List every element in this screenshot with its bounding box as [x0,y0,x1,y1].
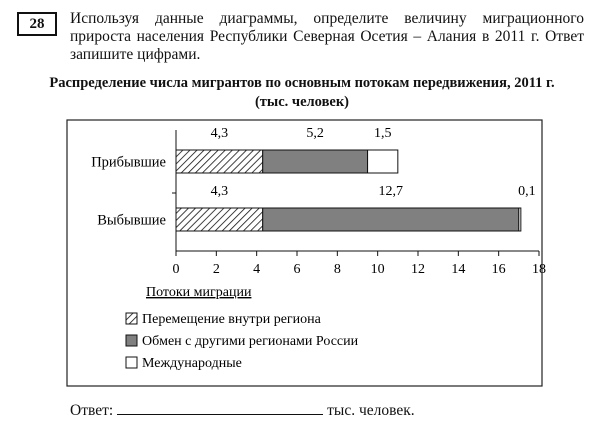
answer-unit: тыс. человек. [327,402,415,419]
answer-label: Ответ: [70,402,114,419]
data-label: 5,2 [306,126,324,141]
legend-label: Перемещение внутри региона [142,312,321,327]
data-label: 1,5 [373,126,392,141]
question-number: 28 [17,12,57,36]
x-tick-label: 18 [532,262,546,277]
bar-segment [519,208,521,231]
legend-swatch [126,357,137,368]
question-text: Используя данные диаграммы, определите величину миграционного прироста населения Республики Северная Осетия – Алания в 2011 г. Ответ запишите цифрами. [70,10,584,63]
legend-label: Международные [142,356,242,371]
chart-title: Распределение числа мигрантов по основным потокам передвижения, 2011 г. (тыс. человек) [49,75,555,110]
answer-blank[interactable] [117,400,323,415]
x-tick-label: 16 [491,262,506,277]
legend-swatch [126,335,137,346]
x-tick-label: 10 [370,262,385,277]
bar-segment [176,208,263,231]
data-label: 0,1 [518,184,536,199]
bar-segment [263,150,368,173]
legend-swatch [126,313,137,324]
category-label: Выбывшие [97,212,166,229]
x-tick-label: 0 [172,262,180,277]
x-tick-label: 6 [293,262,301,277]
bar-segment [176,150,263,173]
x-tick-label: 2 [212,262,220,277]
x-tick-label: 8 [333,262,341,277]
x-tick-label: 4 [253,262,261,277]
data-label: 4,3 [210,126,229,141]
category-label: Прибывшие [91,154,166,171]
plot-area [91,126,546,277]
x-tick-label: 12 [411,262,425,277]
legend [126,312,359,371]
bar-segment [263,208,519,231]
x-axis-label: Потоки миграции [146,285,252,300]
x-tick-label: 14 [451,262,466,277]
bar-segment [368,150,398,173]
answer-line [70,400,415,420]
legend-label: Обмен с другими регионами России [142,334,359,349]
data-label: 12,7 [378,184,404,199]
data-label: 4,3 [210,184,229,199]
